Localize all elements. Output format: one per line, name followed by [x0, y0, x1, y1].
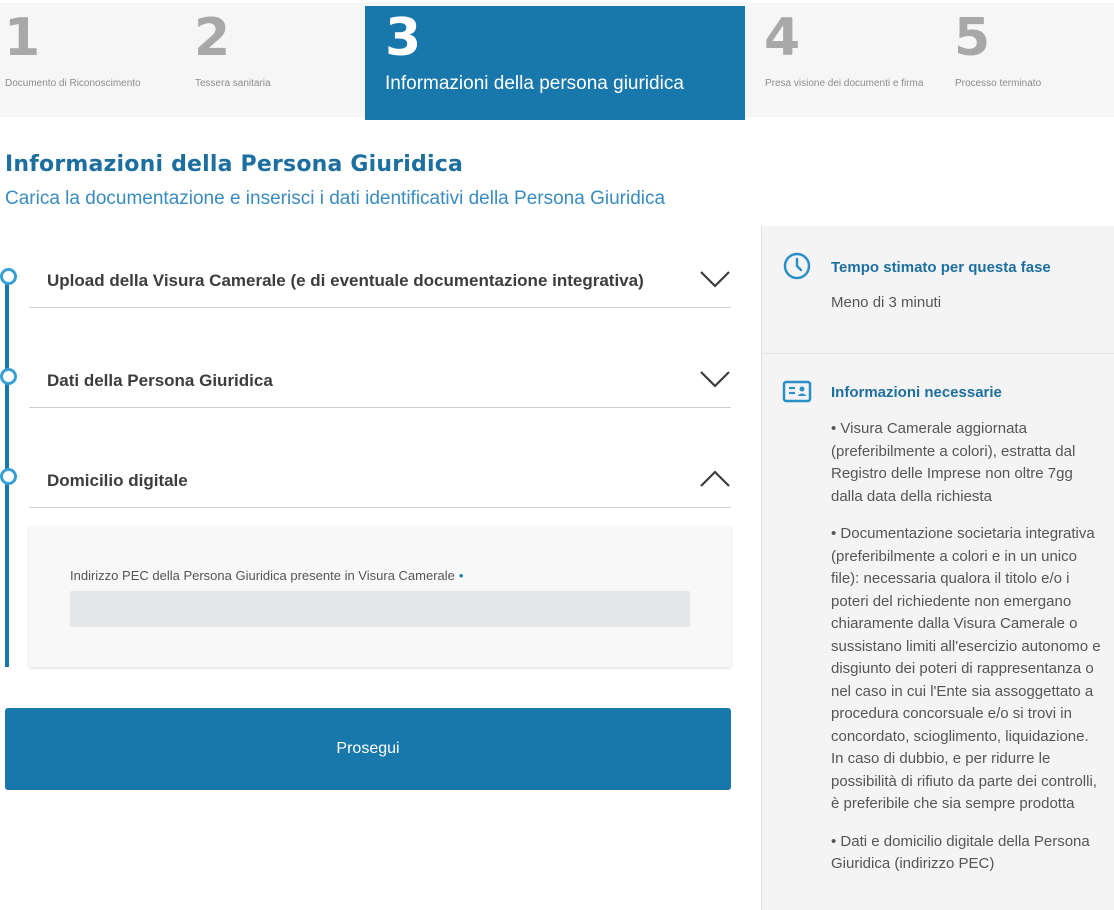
id-card-icon	[782, 376, 812, 406]
accordion-title: Upload della Visura Camerale (e di eventuale documentazione integrativa)	[47, 271, 644, 290]
info-title: Informazioni necessarie	[831, 384, 1002, 401]
accordion-header-legal-entity-data[interactable]	[29, 348, 731, 408]
step-label: Tessera sanitaria	[195, 78, 271, 89]
chevron-down-icon[interactable]	[699, 262, 731, 294]
required-marker: •	[458, 568, 464, 583]
timeline-dot	[0, 468, 17, 485]
timeline-dot	[0, 368, 17, 385]
step-number: 4	[764, 8, 801, 68]
pec-address-input[interactable]	[70, 591, 690, 627]
pec-label-text: Indirizzo PEC della Persona Giuridica presente in Visura Camerale	[70, 568, 455, 583]
page-title: Informazioni della Persona Giuridica	[5, 152, 464, 177]
timeline-dot	[0, 268, 17, 285]
info-list	[831, 418, 1105, 891]
progress-stepper	[0, 0, 1114, 117]
accordion-header-digital-domicile[interactable]	[29, 448, 731, 508]
time-title: Tempo stimato per questa fase	[831, 259, 1051, 276]
step-number: 5	[954, 8, 991, 68]
side-info-panel	[761, 226, 1114, 910]
chevron-up-icon[interactable]	[699, 462, 731, 494]
step-label: Informazioni della persona giuridica	[385, 73, 684, 94]
digital-domicile-panel	[29, 527, 731, 667]
accordion-header-visura-upload[interactable]	[29, 248, 731, 308]
step-label: Documento di Riconoscimento	[5, 78, 141, 89]
proceed-button[interactable]: Prosegui	[5, 708, 731, 790]
accordion-title: Domicilio digitale	[47, 471, 188, 490]
list-item: • Visura Camerale aggiornata (preferibilmente a colori), estratta dal Registro delle Imprese non oltre 7gg dalla data della richiesta	[831, 420, 1076, 505]
step-label: Processo terminato	[955, 78, 1042, 89]
clock-icon	[782, 251, 812, 281]
divider	[762, 353, 1114, 354]
step-number: 3	[385, 8, 422, 68]
chevron-down-icon[interactable]	[699, 362, 731, 394]
step-3-active	[365, 6, 745, 120]
step-number: 1	[4, 8, 41, 68]
time-text: Meno di 3 minuti	[831, 294, 942, 311]
step-5	[950, 6, 1114, 120]
step-label: Presa visione dei documenti e firma	[765, 78, 924, 89]
step-2	[190, 6, 365, 120]
step-1	[0, 6, 190, 120]
step-4	[760, 6, 950, 120]
accordion-title: Dati della Persona Giuridica	[47, 371, 273, 390]
list-item: • Dati e domicilio digitale della Persona Giuridica (indirizzo PEC)	[831, 832, 1090, 872]
pec-field-label	[70, 568, 463, 583]
step-number: 2	[194, 8, 231, 68]
page-subtitle: Carica la documentazione e inserisci i dati identificativi della Persona Giuridica	[5, 188, 666, 209]
list-item: • Documentazione societaria integrativa (preferibilmente a colori e in un unico file): necessaria qualora il titolo e/o i poteri del richiedente non emergano chiaramente dalla Visura Camerale o sussistano limiti all'esercizio autonomo e disgiunto dei poteri di rappresentanza o nel caso in cui l'Ente sia assoggettato a procedura concorsuale e/o si trovi in concordato, scioglimento, liquidazione. In caso di dubbio, e per ridurre le possibilità di rifiuto da parte dei controlli, è preferibile che sia sempre prodotta	[831, 525, 1101, 812]
